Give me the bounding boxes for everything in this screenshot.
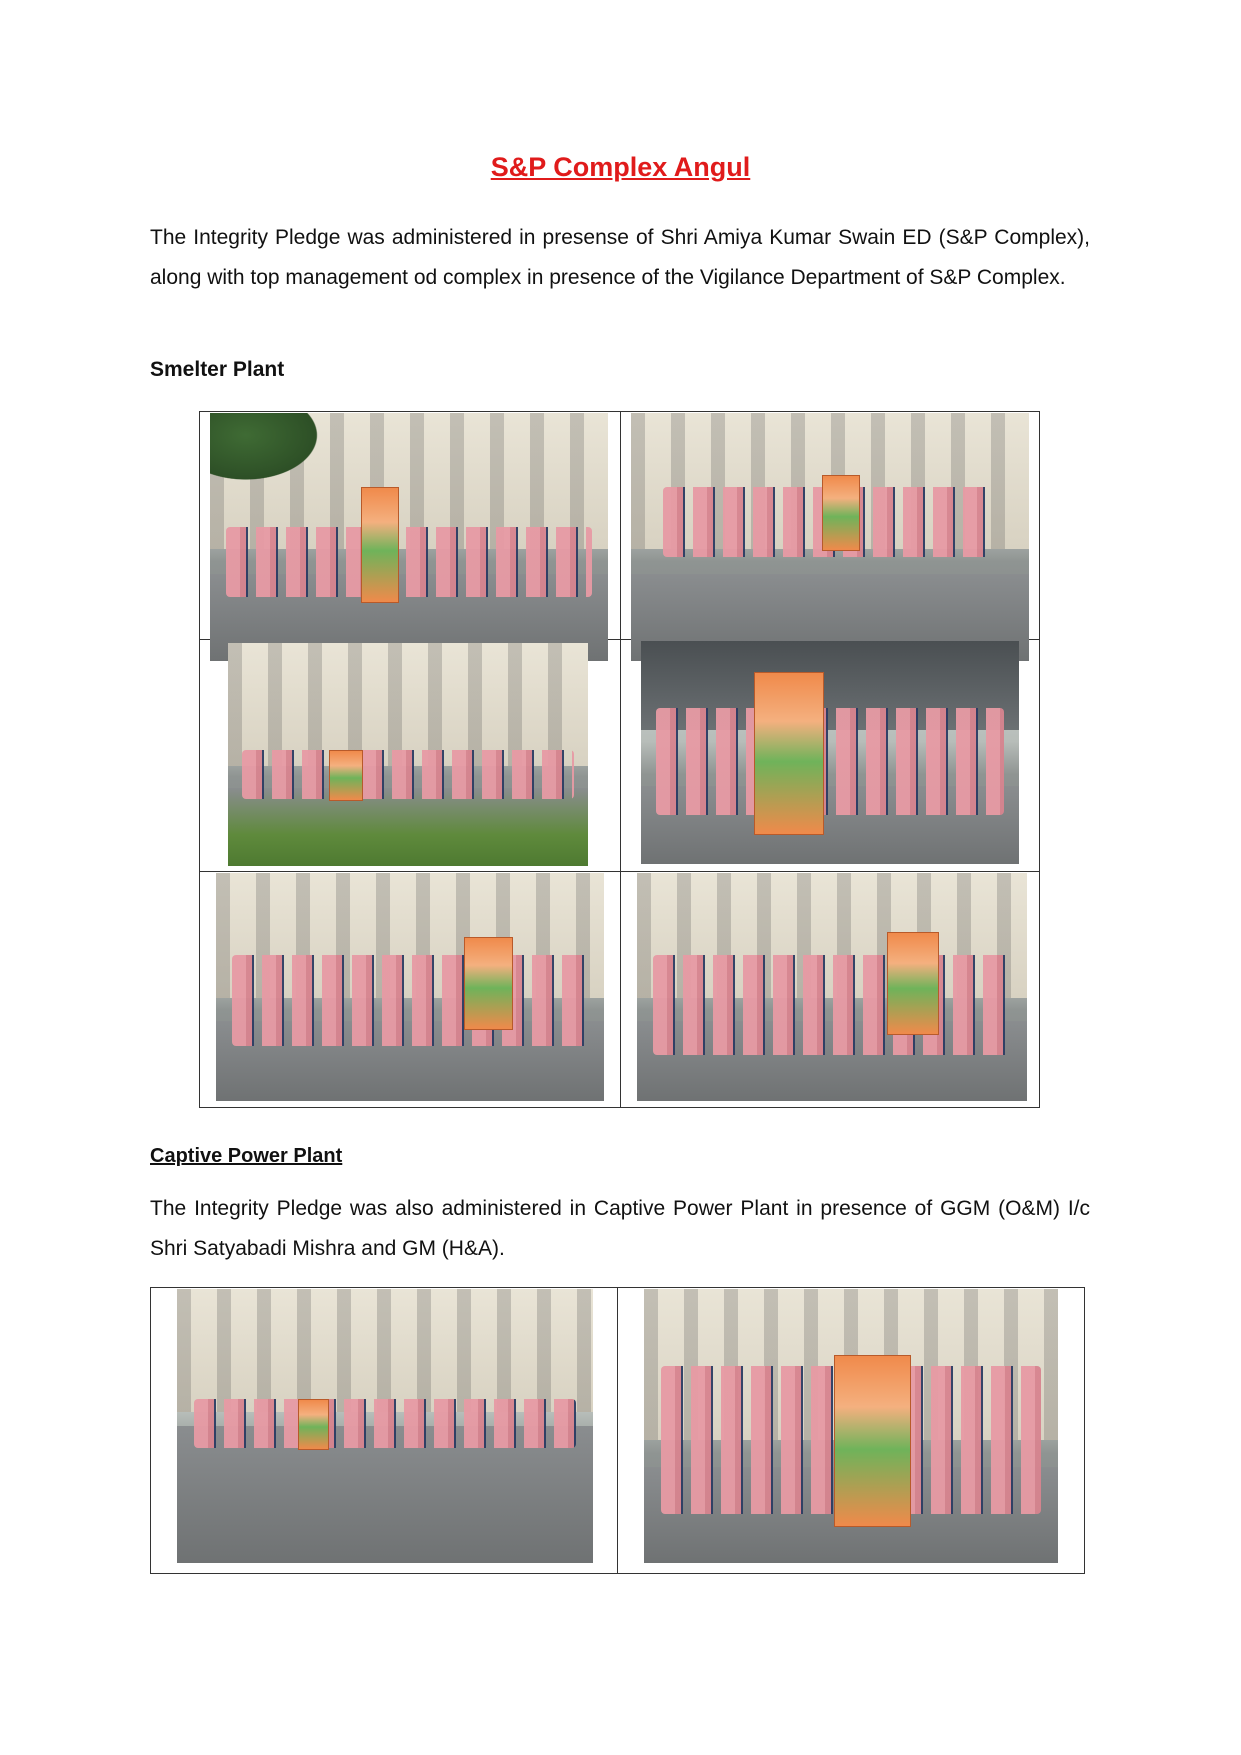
- smelter-photo-4: [641, 641, 1019, 864]
- smelter-photo-cell: [200, 412, 621, 640]
- smelter-photo-2: [631, 413, 1029, 661]
- captive-paragraph: The Integrity Pledge was also administered in Captive Power Plant in presence of GGM (O&M) I/c Shri Satyabadi Mishra and GM (H&A).: [150, 1197, 1090, 1260]
- smelter-photo-cell: [621, 872, 1040, 1108]
- captive-photo-cell: [151, 1288, 618, 1574]
- captive-photo-grid: [150, 1287, 1085, 1574]
- smelter-photo-cell: [200, 640, 621, 872]
- smelter-photo-5: [216, 873, 604, 1101]
- page-title: S&P Complex Angul: [490, 152, 751, 182]
- smelter-photo-3: [228, 643, 588, 866]
- smelter-photo-6: [637, 873, 1027, 1101]
- smelter-heading: Smelter Plant: [150, 358, 285, 381]
- intro-paragraph: The Integrity Pledge was administered in presense of Shri Amiya Kumar Swain ED (S&P Complex), along with top management od complex in presence of the Vigilance Department of S&P Complex.: [150, 226, 1090, 289]
- captive-photo-2: [644, 1289, 1058, 1563]
- smelter-photo-cell: [200, 872, 621, 1108]
- smelter-photo-grid: [199, 411, 1040, 1108]
- captive-heading: Captive Power Plant: [150, 1145, 343, 1167]
- smelter-photo-cell: [621, 412, 1040, 640]
- captive-photo-cell: [618, 1288, 1085, 1574]
- smelter-photo-cell: [621, 640, 1040, 872]
- smelter-photo-1: [210, 413, 608, 661]
- captive-photo-1: [177, 1289, 593, 1563]
